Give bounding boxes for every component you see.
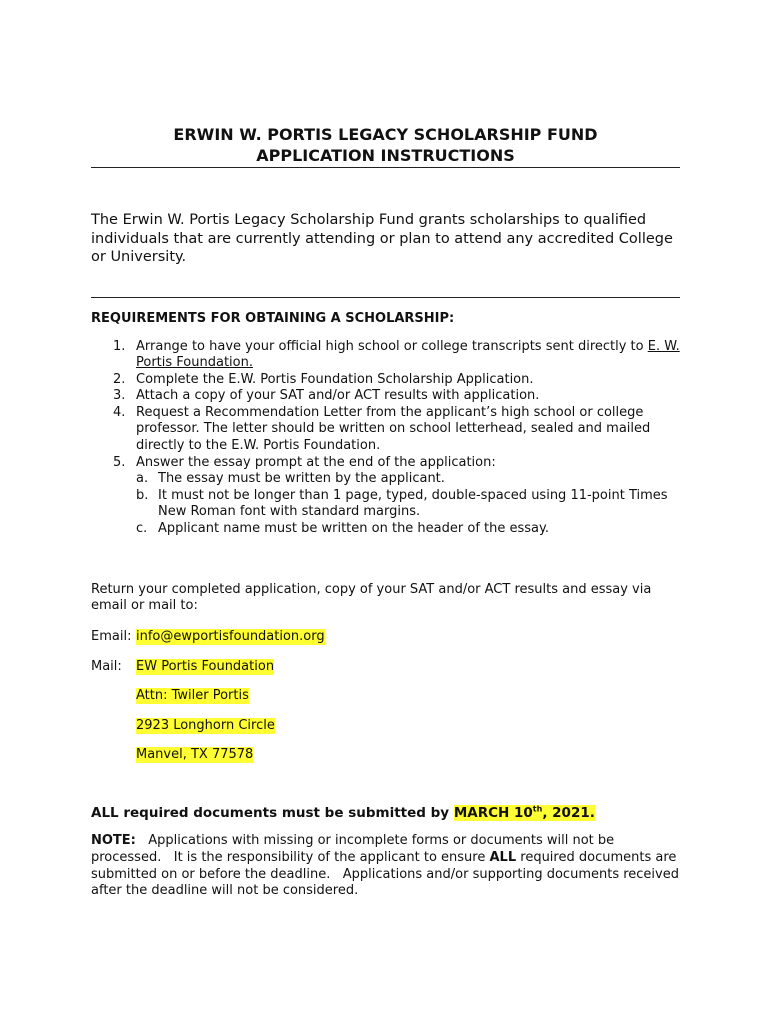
note-text-2: required documents are submitted on or before the deadline. Applications and/or supporting documents received after the deadline will not be considered. xyxy=(91,849,684,899)
foundation-link[interactable]: E. W. Portis Foundation. xyxy=(136,338,680,371)
deadline-statement xyxy=(91,804,680,822)
mail-line: EW Portis Foundation xyxy=(136,658,275,674)
mail-row xyxy=(91,747,680,763)
deadline-date xyxy=(454,805,595,821)
sublist-text: Applicant name must be written on the header of the essay. xyxy=(158,521,549,537)
mail-line: Attn: Twiler Portis xyxy=(136,688,249,704)
sublist-item xyxy=(136,488,680,521)
document-page xyxy=(91,124,684,900)
sublist-letter: b. xyxy=(136,487,149,503)
mail-row xyxy=(91,659,680,675)
mail-label: Mail: xyxy=(91,658,122,674)
list-item xyxy=(91,372,680,389)
list-item xyxy=(91,455,680,538)
requirements-list xyxy=(91,339,680,538)
list-text: Answer the essay prompt at the end of the application: xyxy=(136,454,496,470)
return-instructions: Return your completed application, copy of your SAT and/or ACT results and essay via email or mail to: xyxy=(91,581,652,614)
sublist-item xyxy=(136,471,680,488)
requirements-heading: REQUIREMENTS FOR OBTAINING A SCHOLARSHIP: xyxy=(91,310,455,326)
intro-paragraph: The Erwin W. Portis Legacy Scholarship Fund grants scholarships to qualified individuals that are currently attending or plan to attend any accredited College or University. xyxy=(91,212,673,265)
list-number: 3. xyxy=(113,388,126,404)
list-item xyxy=(91,339,680,372)
list-number: 1. xyxy=(113,338,126,354)
list-text: Complete the E.W. Portis Foundation Scholarship Application. xyxy=(136,371,534,387)
note-label: NOTE: xyxy=(91,833,136,849)
deadline-date-suffix: th xyxy=(532,804,543,814)
note-emphasis: ALL xyxy=(489,849,517,865)
title-line-2: APPLICATION INSTRUCTIONS xyxy=(256,146,515,165)
deadline-date-tail: , 2021. xyxy=(542,805,595,822)
mail-line: Manvel, TX 77578 xyxy=(136,747,254,763)
sublist-text: It must not be longer than 1 page, typed, double-spaced using 11-point Times New Roman font with standard margins. xyxy=(158,487,668,520)
deadline-prefix: ALL required documents must be submitted by xyxy=(91,805,450,822)
list-text: Arrange to have your official high school or college transcripts sent directly to xyxy=(136,338,648,354)
mail-row xyxy=(91,688,680,704)
email-label: Email: xyxy=(91,628,132,644)
essay-sublist xyxy=(136,471,680,537)
list-text: Request a Recommendation Letter from the applicant’s high school or college professor. The letter should be written on school letterhead, sealed and mailed directly to the E.W. Portis Foundation. xyxy=(136,404,651,454)
list-text: Attach a copy of your SAT and/or ACT results with application. xyxy=(136,388,540,404)
title-divider xyxy=(91,167,680,168)
mail-line: 2923 Longhorn Circle xyxy=(136,717,275,733)
list-item xyxy=(91,388,680,405)
email-row xyxy=(91,629,680,645)
sublist-letter: a. xyxy=(136,471,149,487)
list-number: 5. xyxy=(113,454,126,470)
mail-row xyxy=(91,718,680,734)
email-link[interactable]: info@ewportisfoundation.org xyxy=(136,628,325,644)
note-paragraph xyxy=(91,833,684,899)
sublist-item xyxy=(136,521,680,538)
list-item xyxy=(91,405,680,455)
section-divider xyxy=(91,297,680,298)
sublist-text: The essay must be written by the applicant. xyxy=(158,471,445,487)
title-line-1: ERWIN W. PORTIS LEGACY SCHOLARSHIP FUND xyxy=(173,125,598,144)
list-number: 4. xyxy=(113,404,126,420)
list-number: 2. xyxy=(113,371,126,387)
deadline-date-main: MARCH 10 xyxy=(453,805,533,822)
note-text-1: Applications with missing or incomplete forms or documents will not be processed. It is the responsibility of the applicant to ensure xyxy=(91,833,619,865)
document-title xyxy=(91,124,680,166)
sublist-letter: c. xyxy=(136,521,148,537)
